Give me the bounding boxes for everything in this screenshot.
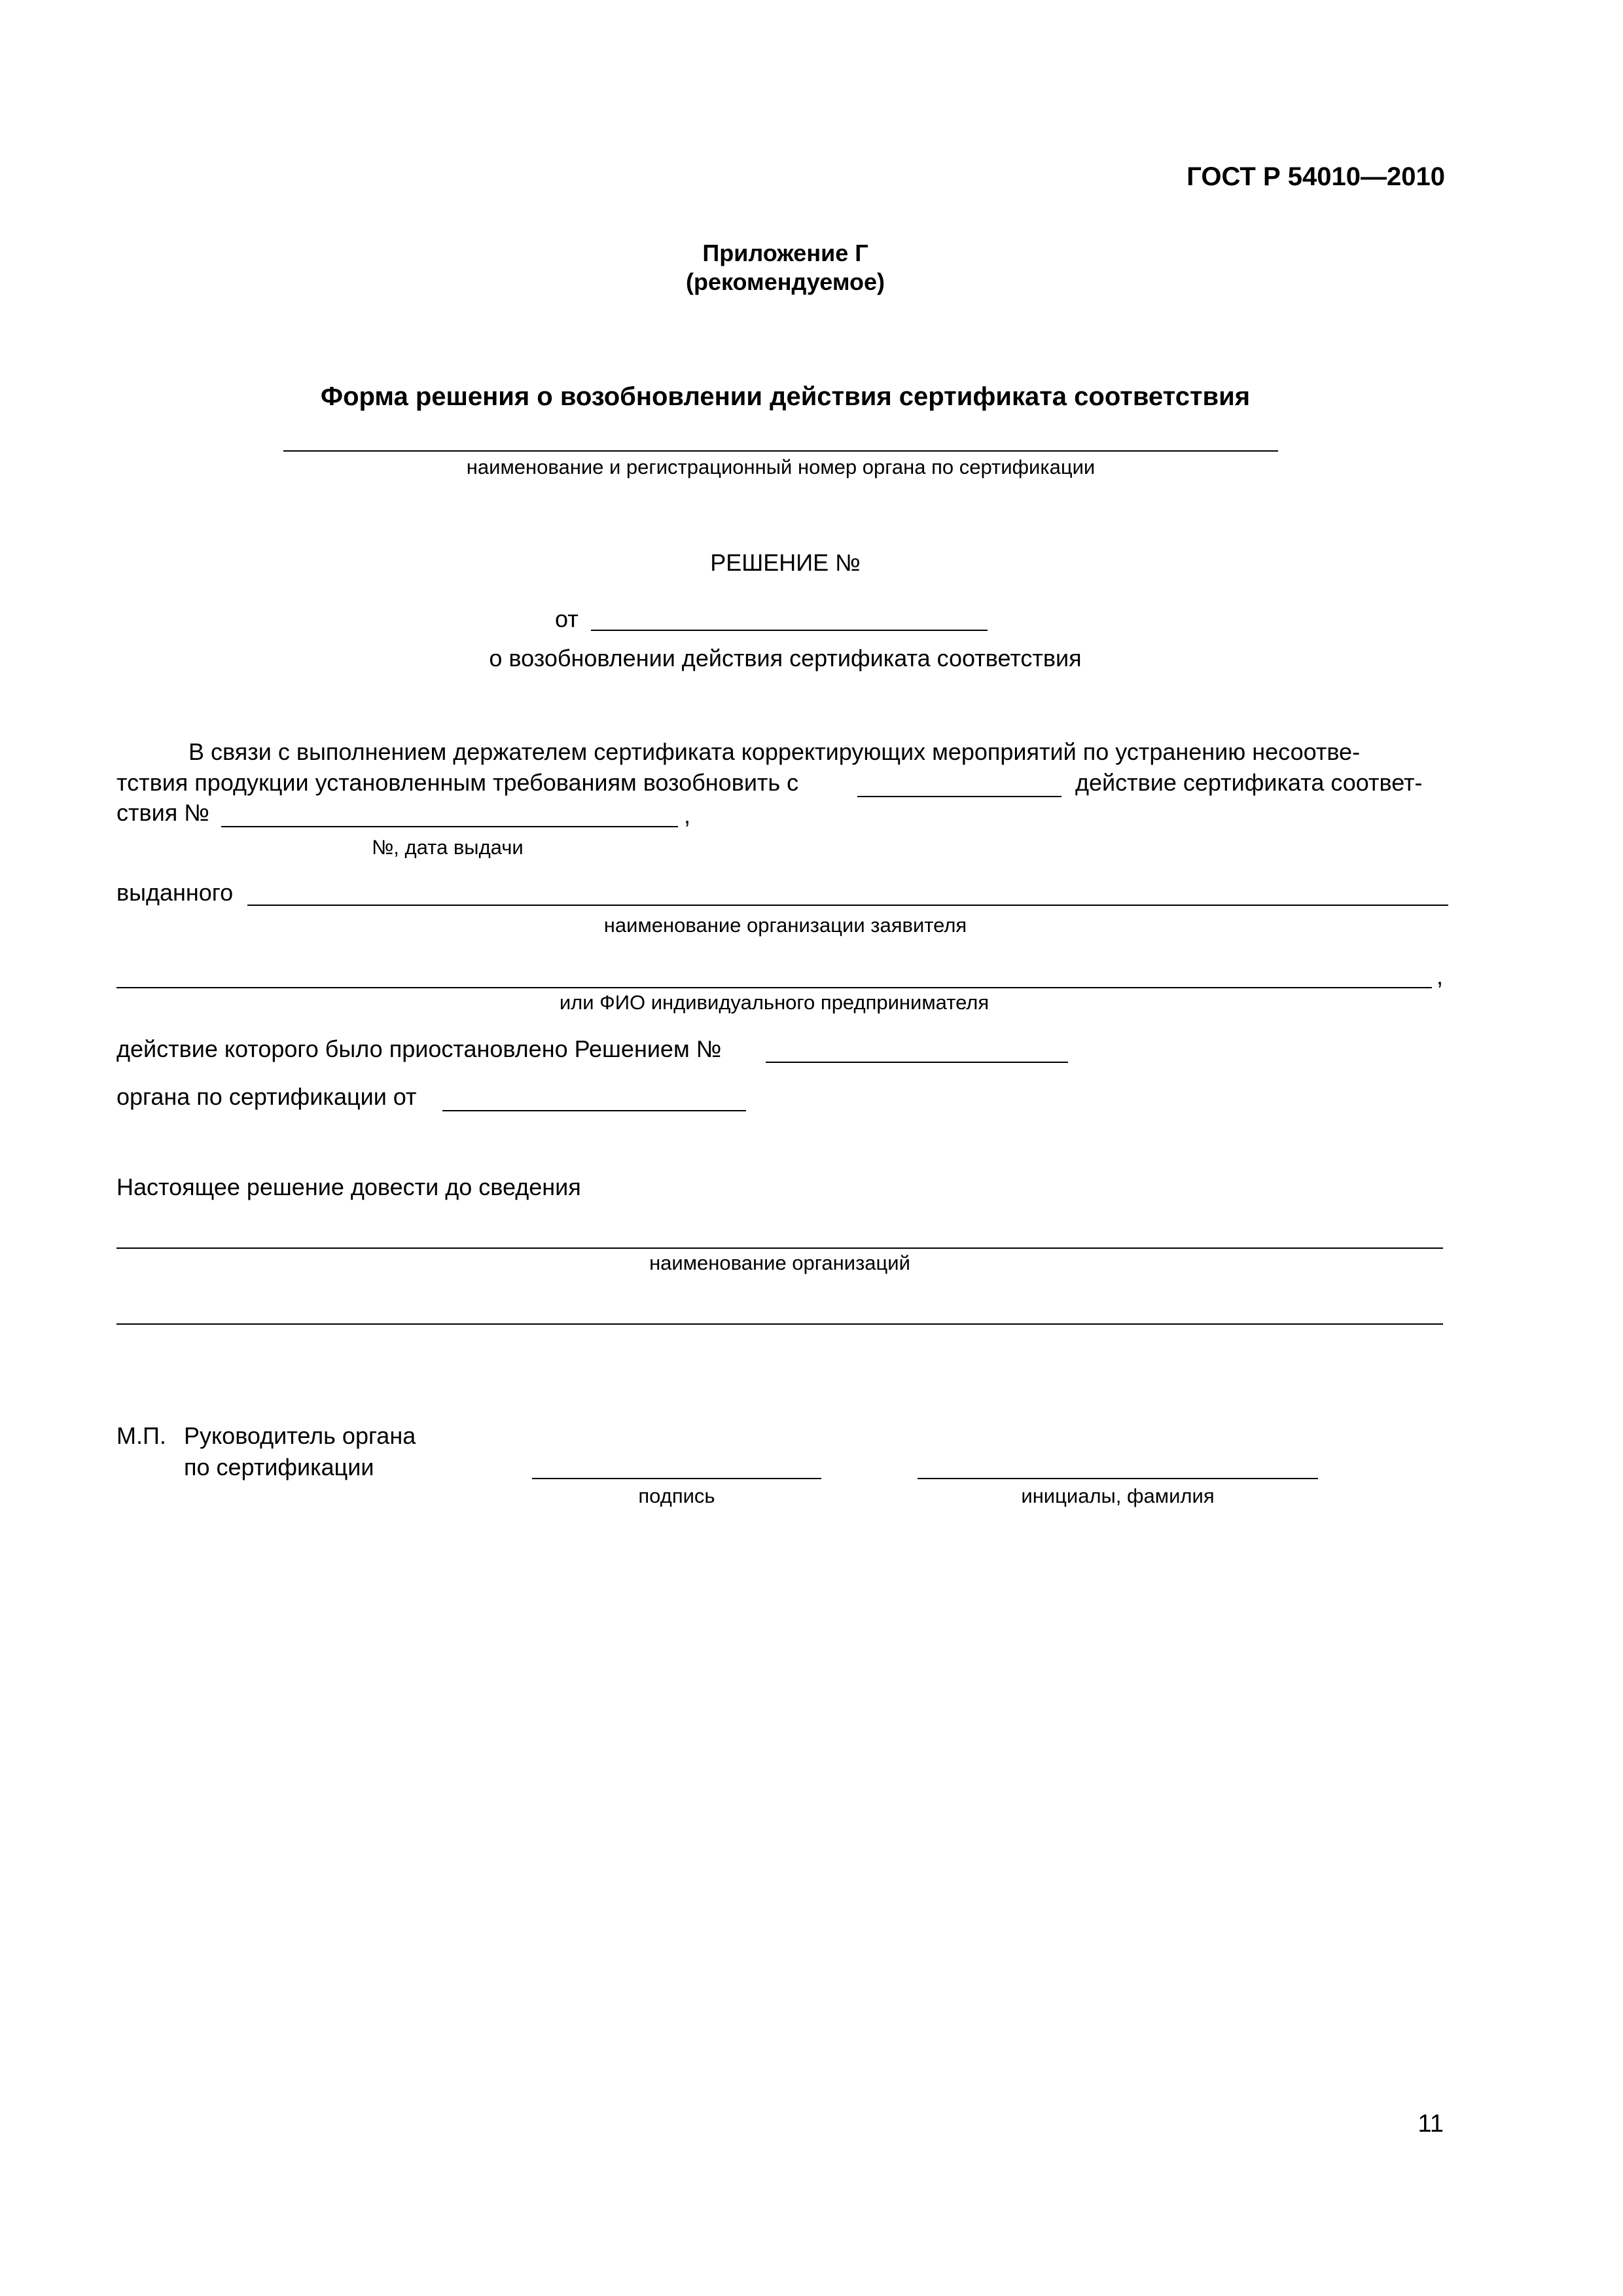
entrepreneur-line [116,987,1432,988]
body-line-3: ствия № [116,799,209,826]
organizations-line-1 [116,1247,1443,1249]
stamp-label: М.П. [116,1422,166,1449]
resume-date-line [857,796,1061,797]
notify-label: Настоящее решение довести до сведения [116,1174,581,1200]
head-title-line-1: Руководитель органа [184,1422,416,1449]
body-line-1: В связи с выполнением держателем сертификата корректирующих мероприятий по устранению несоотве- [188,738,1361,765]
body-name-caption: наименование и регистрационный номер органа по сертификации [466,456,1096,478]
entrepreneur-comma: , [1436,963,1444,990]
applicant-org-caption: наименование организации заявителя [603,914,967,937]
decision-from-label: от [555,605,579,632]
body-name-line [283,450,1278,452]
standard-id: ГОСТ Р 54010—2010 [1186,162,1445,191]
appendix-status: (рекомендуемое) [686,268,885,295]
appendix-title: Приложение Г [702,240,868,266]
applicant-org-line [247,905,1448,906]
suspended-label: действие которого было приостановлено Решением № [116,1035,722,1062]
body-line-2-start: тствия продукции установленным требованиям возобновить с [116,769,799,796]
certificate-number-caption: №, дата выдачи [372,836,524,859]
head-title-line-2: по сертификации [184,1454,374,1480]
signature-caption: подпись [638,1484,715,1507]
certificate-comma: , [684,802,691,829]
decision-date-line [591,630,988,631]
decision-title: РЕШЕНИЕ № [710,549,861,576]
form-title: Форма решения о возобновлении действия сертификата соответствия [320,382,1251,411]
issued-label: выданного [116,879,234,906]
page-number: 11 [1418,2110,1444,2138]
organizations-caption: наименование организаций [649,1251,910,1274]
body-line-2-end: действие сертификата соответ- [1075,769,1423,796]
decision-subject: о возобновлении действия сертификата соответствия [489,645,1082,672]
body-from-label: органа по сертификации от [116,1083,417,1110]
certificate-number-line [221,826,678,827]
suspension-decision-line [766,1062,1068,1063]
initials-line [918,1478,1318,1479]
signature-line [532,1478,821,1479]
suspension-date-line [442,1110,746,1111]
entrepreneur-caption: или ФИО индивидуального предпринимателя [559,991,990,1014]
organizations-line-2 [116,1323,1443,1325]
initials-caption: инициалы, фамилия [1021,1484,1215,1507]
